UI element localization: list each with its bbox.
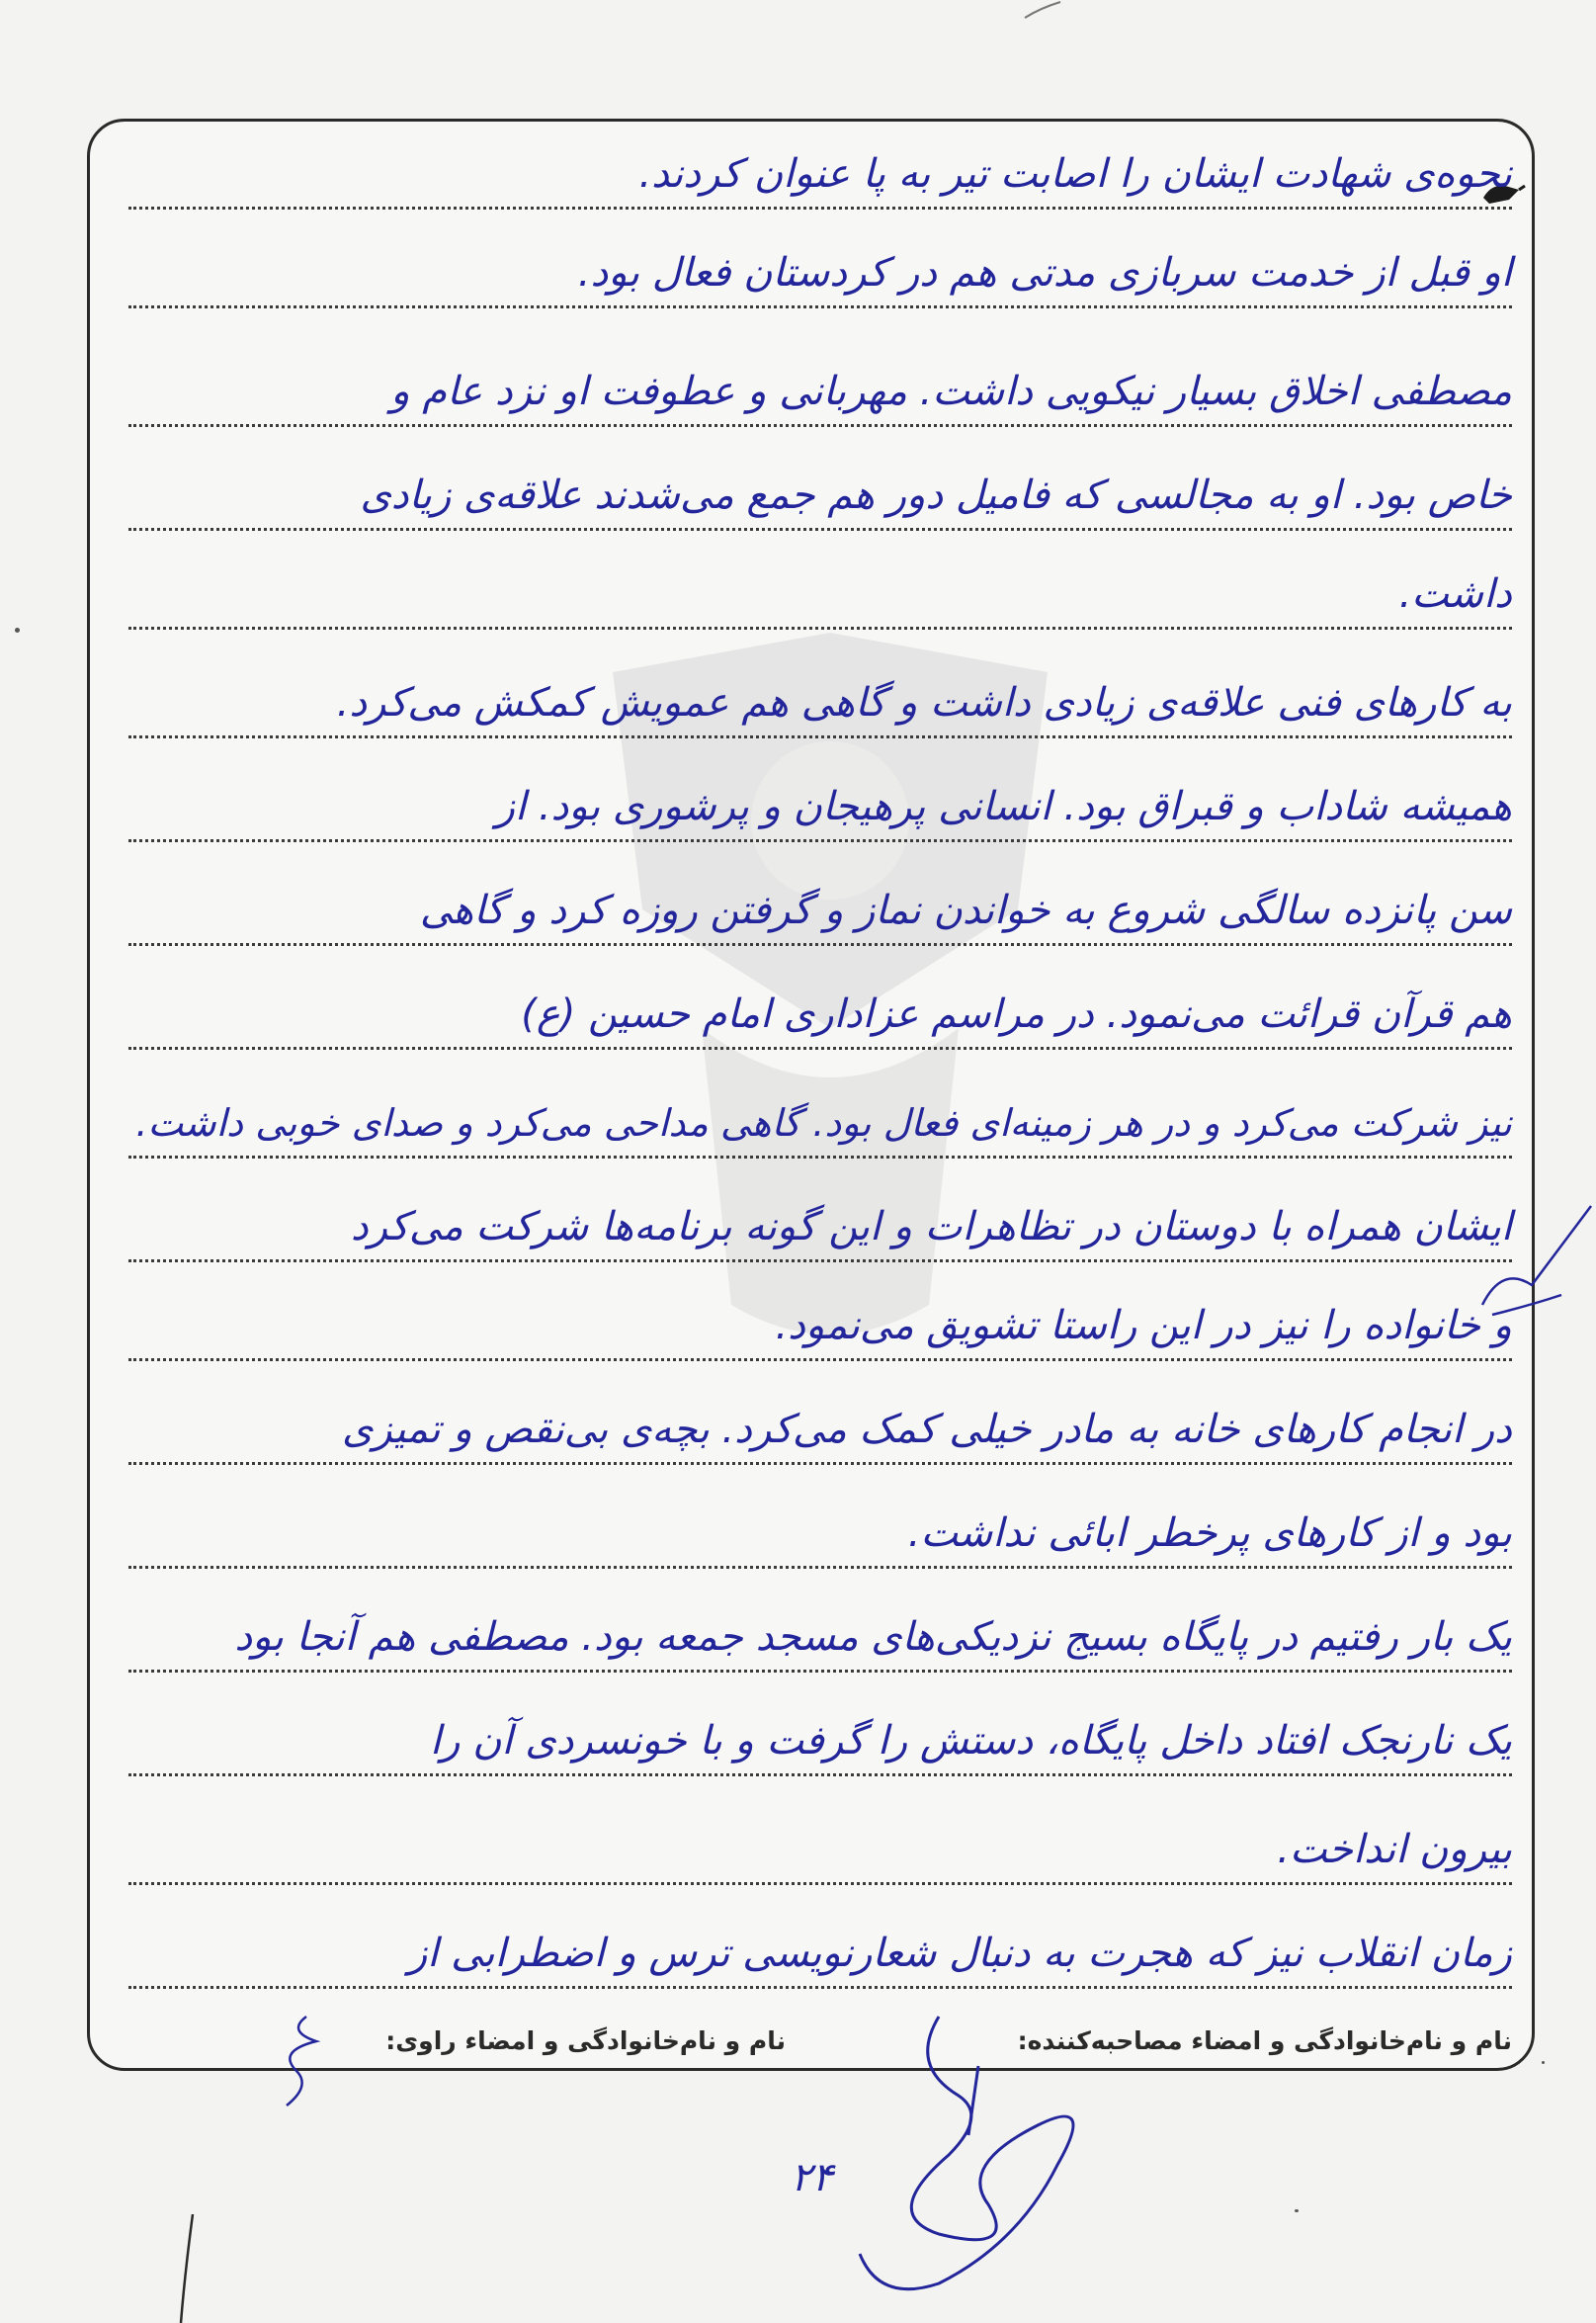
line-text: در انجام کارهای خانه به مادر خیلی کمک می‌کرد. بچه‌ی بی‌نقص و تمیزی xyxy=(341,1407,1512,1452)
dotted-rule xyxy=(128,1882,1512,1885)
dotted-rule xyxy=(128,1566,1512,1569)
scan-speck xyxy=(1295,2209,1299,2212)
handwritten-line xyxy=(128,1799,1512,1893)
margin-annotation-scribble xyxy=(1472,1186,1596,1325)
dotted-rule xyxy=(128,1259,1512,1262)
interviewer-signature-scribble xyxy=(820,2007,1117,2303)
dotted-rule xyxy=(128,1462,1512,1465)
handwritten-line xyxy=(128,124,1512,217)
line-text: نحوه‌ی شهادت ایشان را اصابت تیر به پا عنوان کردند. xyxy=(638,151,1512,197)
line-text: یک بار رفتیم در پایگاه بسیج نزدیکی‌های مسجد جمعه بود. مصطفی هم آنجا بود xyxy=(234,1614,1512,1660)
line-text: او قبل از خدمت سربازی مدتی هم در کردستان فعال بود. xyxy=(577,250,1512,296)
handwritten-line xyxy=(128,756,1512,850)
line-text: ایشان همراه با دوستان در تظاهرات و این گونه برنامه‌ها شرکت می‌کرد xyxy=(350,1204,1512,1249)
line-text: سن پانزده سالگی شروع به خواندن نماز و گرفتن روزه کرد و گاهی xyxy=(419,888,1512,933)
line-text: یک نارنجک افتاد داخل پایگاه، دستش را گرفت و با خونسردی آن را xyxy=(429,1718,1512,1764)
dotted-rule xyxy=(128,1670,1512,1673)
corner-stroke xyxy=(1023,0,1062,20)
narrator-signature-scribble xyxy=(267,2012,336,2110)
dotted-rule xyxy=(128,1156,1512,1159)
page-number: ۲۴ xyxy=(791,2155,833,2200)
handwritten-line xyxy=(128,1587,1512,1680)
dotted-rule xyxy=(128,528,1512,531)
line-text: نیز شرکت می‌کرد و در هر زمینه‌ای فعال بود. گاهی مداحی می‌کرد و صدای خوبی داشت. xyxy=(135,1101,1512,1145)
interviewer-signature-label: نام و نام‌خانوادگی و امضاء مصاحبه‌کننده: xyxy=(1017,2026,1512,2055)
handwritten-line xyxy=(128,1275,1512,1369)
handwritten-line xyxy=(128,222,1512,316)
narrator-signature-label: نام و نام‌خانوادگی و امضاء راوی: xyxy=(385,2026,786,2055)
dotted-rule xyxy=(128,1047,1512,1050)
dotted-rule xyxy=(128,735,1512,738)
handwritten-line xyxy=(128,445,1512,539)
dotted-rule xyxy=(128,943,1512,946)
handwritten-line xyxy=(128,1176,1512,1270)
handwritten-line xyxy=(128,1379,1512,1473)
line-text: بیرون انداخت. xyxy=(1277,1827,1512,1872)
scan-speck xyxy=(1542,2061,1545,2064)
handwritten-line xyxy=(128,652,1512,746)
line-text: داشت. xyxy=(1398,571,1512,617)
handwritten-line xyxy=(128,544,1512,638)
dotted-rule xyxy=(128,839,1512,842)
dotted-rule xyxy=(128,424,1512,427)
handwritten-line xyxy=(128,1483,1512,1577)
line-text: زمان انقلاب نیز که هجرت به دنبال شعارنویسی ترس و اضطرابی از xyxy=(407,1931,1512,1976)
line-text: مصطفی اخلاق بسیار نیکویی داشت. مهربانی و عطوفت او نزد عام و xyxy=(390,369,1512,414)
dotted-rule xyxy=(128,1358,1512,1361)
line-text: بود و از کارهای پرخطر ابائی نداشت. xyxy=(907,1510,1512,1556)
handwritten-line xyxy=(128,1073,1512,1166)
scan-speck xyxy=(15,628,20,633)
line-text: و خانواده را نیز در این راستا تشویق می‌نمود. xyxy=(775,1303,1512,1348)
dotted-rule xyxy=(128,1986,1512,1989)
handwritten-line xyxy=(128,1903,1512,1997)
line-text: هم قرآن قرائت می‌نمود. در مراسم عزاداری امام حسین (ع) xyxy=(521,991,1512,1037)
line-text: به کارهای فنی علاقه‌ی زیادی داشت و گاهی هم عمویش کمکش می‌کرد. xyxy=(336,680,1512,726)
line-text: خاص بود. او به مجالسی که فامیل دور هم جمع می‌شدند علاقه‌ی زیادی xyxy=(360,473,1512,518)
handwritten-line xyxy=(128,1690,1512,1784)
dotted-rule xyxy=(128,1773,1512,1776)
dotted-rule xyxy=(128,305,1512,308)
dotted-rule xyxy=(128,207,1512,210)
handwritten-line xyxy=(128,860,1512,954)
line-text: همیشه شاداب و قبراق بود. انسانی پرهیجان و پرشوری بود. از xyxy=(495,784,1512,829)
handwritten-line xyxy=(128,964,1512,1058)
page-edge-stroke xyxy=(173,2214,203,2323)
handwritten-line xyxy=(128,341,1512,435)
dotted-rule xyxy=(128,627,1512,630)
